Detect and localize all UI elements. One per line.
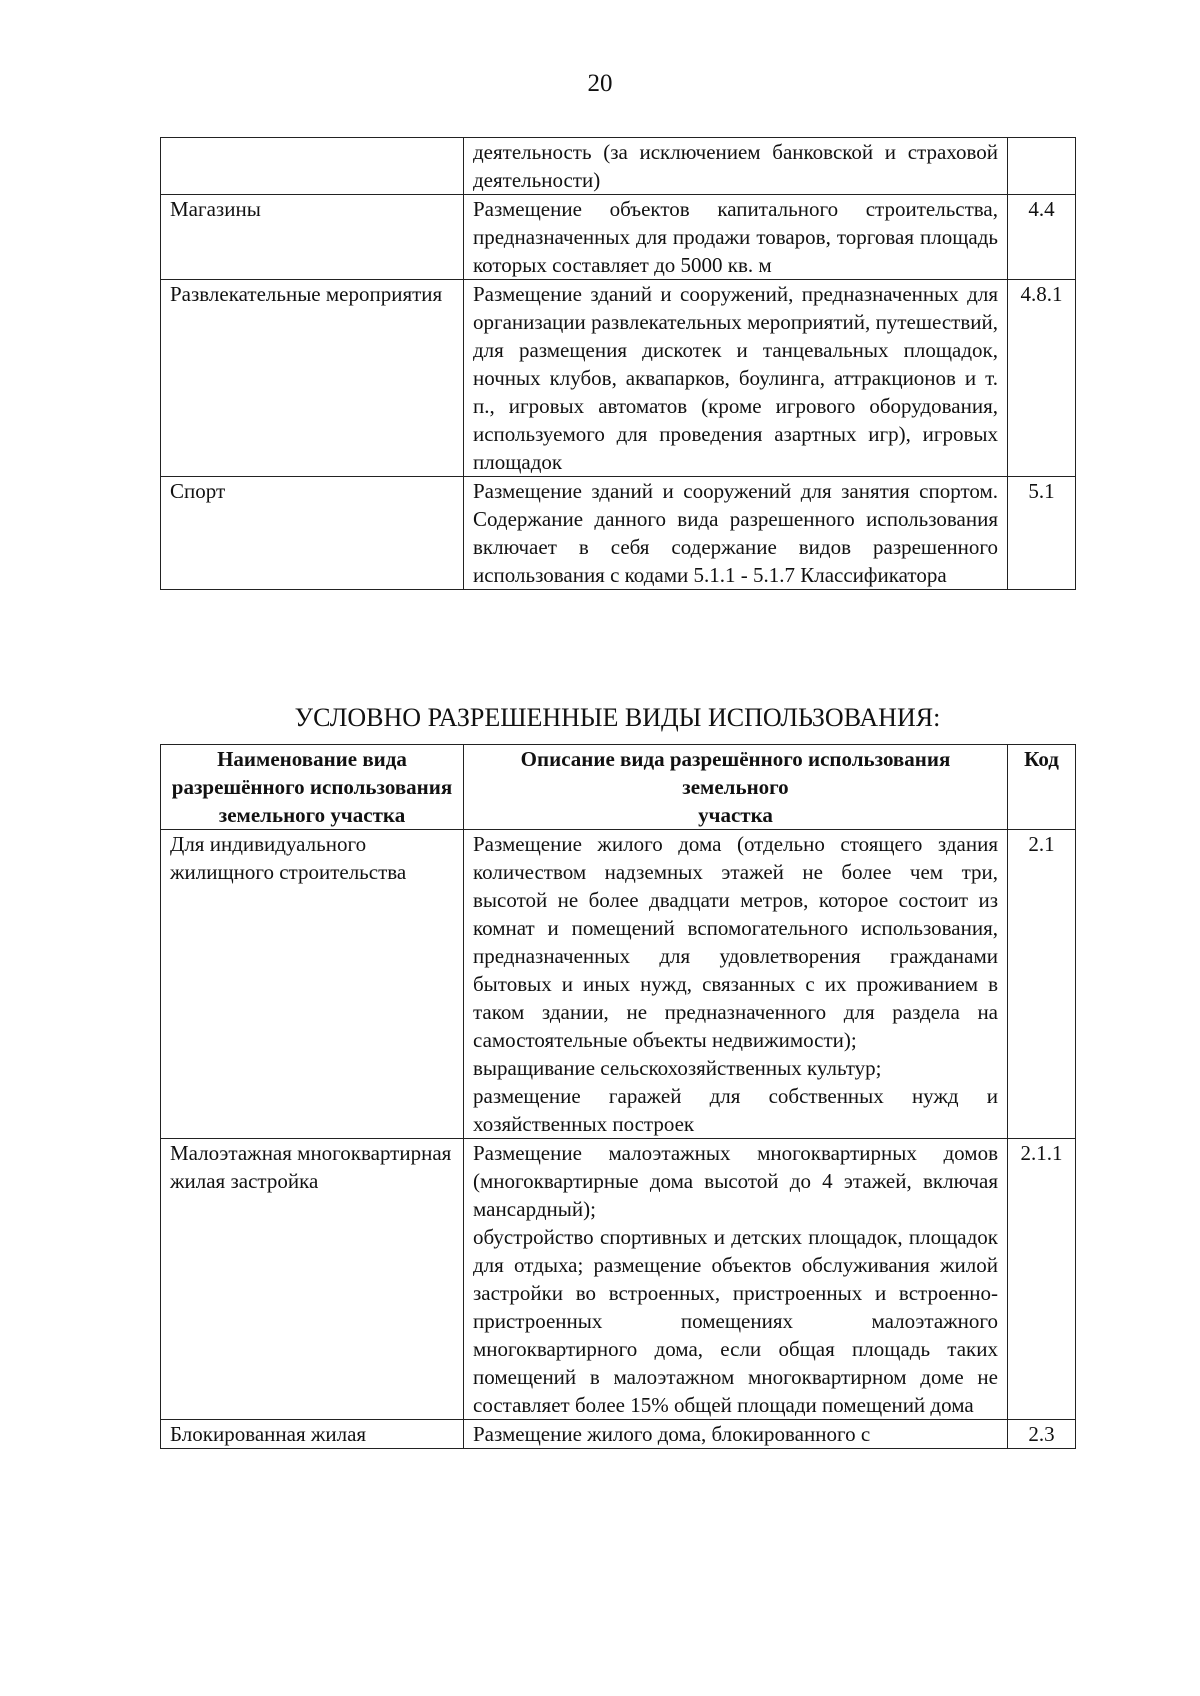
header-description [464,745,1008,830]
page-number: 20 [587,70,613,97]
table-row [161,477,1076,590]
use-description-cell [464,1139,1008,1420]
permitted-uses-table-continued [160,137,1076,590]
use-description-cell [464,830,1008,1139]
header-description-line: участка [698,803,773,827]
conditionally-permitted-uses-table [160,744,1076,1449]
use-description-cell: Размещение зданий и сооружений для занятия спортом. Содержание данного вида разрешенного использования включает в себя содержание видов разрешенного использования с кодами 5.1.1 - 5.1.7 Классификатора [464,477,1008,590]
use-name-cell: Развлекательные мероприятия [161,280,464,477]
use-description-cell: Размещение объектов капитального строительства, предназначенных для продажи товаров, торговая площадь которых составляет до 5000 кв. м [464,195,1008,280]
use-name-cell: Магазины [161,195,464,280]
table-row [161,138,1076,195]
use-code-cell: 2.1 [1008,830,1076,1139]
section-heading: УСЛОВНО РАЗРЕШЕННЫЕ ВИДЫ ИСПОЛЬЗОВАНИЯ: [294,703,941,732]
description-paragraph: размещение гаражей для собственных нужд и хозяйственных построек [473,1084,998,1136]
table-row [161,1420,1076,1449]
header-description-line: Описание вида разрешённого использования земельного [520,747,951,799]
use-code-cell: 4.8.1 [1008,280,1076,477]
header-code: Код [1008,745,1076,830]
description-paragraph: Размещение жилого дома (отдельно стоящего здания количеством надземных этажей не более чем три, высотой не более двадцати метров, которое состоит из комнат и помещений вспомогательного использования, предназначенных для удовлетворения гражданами бытовых и иных нужд, связанных с их проживанием в таком здании, не предназначенного для раздела на самостоятельные объекты недвижимости); [473,832,998,1052]
use-name-cell: Спорт [161,477,464,590]
use-code-cell: 4.4 [1008,195,1076,280]
use-code-cell: 2.3 [1008,1420,1076,1449]
table-row [161,195,1076,280]
description-paragraph: обустройство спортивных и детских площадок, площадок для отдыха; размещение объектов обслуживания жилой застройки во встроенных, пристроенных и встроенно-пристроенных помещениях малоэтажного многоквартирного дома, если общая площадь таких помещений в малоэтажном многоквартирном доме не составляет более 15% общей площади помещений дома [473,1225,998,1417]
use-name-cell: Для индивидуального жилищного строительства [161,830,464,1139]
table-row [161,1139,1076,1420]
description-paragraph: Размещение жилого дома, блокированного с [473,1422,871,1446]
table-row [161,830,1076,1139]
use-code-cell: 2.1.1 [1008,1139,1076,1420]
table-row [161,280,1076,477]
description-paragraph: выращивание сельскохозяйственных культур; [473,1056,882,1080]
header-name: Наименование вида разрешённого использования земельного участка [161,745,464,830]
table-header-row [161,745,1076,830]
description-paragraph: Размещение малоэтажных многоквартирных домов (многоквартирные дома высотой до 4 этажей, включая мансардный); [473,1141,998,1221]
use-name-cell [161,138,464,195]
use-name-cell: Малоэтажная многоквартирная жилая застройка [161,1139,464,1420]
use-name-cell: Блокированная жилая [161,1420,464,1449]
use-code-cell: 5.1 [1008,477,1076,590]
use-description-cell: деятельность (за исключением банковской и страховой деятельности) [464,138,1008,195]
use-description-cell: Размещение зданий и сооружений, предназначенных для организации развлекательных мероприятий, путешествий, для размещения дискотек и танцевальных площадок, ночных клубов, аквапарков, боулинга, аттракционов и т. п., игровых автоматов (кроме игрового оборудования, используемого для проведения азартных игр), игровых площадок [464,280,1008,477]
use-description-cell [464,1420,1008,1449]
use-code-cell [1008,138,1076,195]
